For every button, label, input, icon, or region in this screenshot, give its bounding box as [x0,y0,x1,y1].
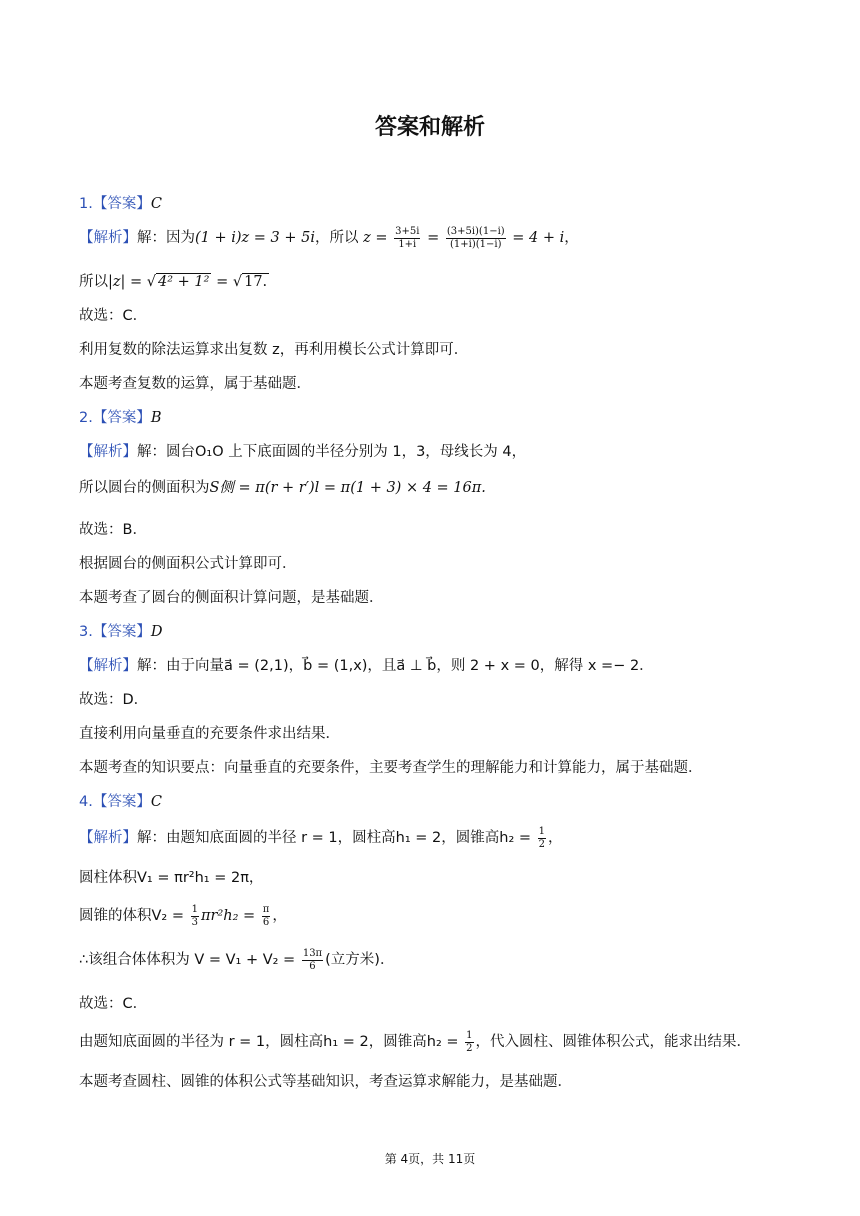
q4-fraction-half: $\frac{1}{2}$ [538,826,546,850]
q1-fraction1: $\frac{3+5i}{1+i}$ [395,226,420,250]
q1-choice: 故选：C． [79,308,148,324]
q1-analysis-line1: 【解析】解：因为(1 + i)z = 3 + 5i，所以 z = $\frac{3+5i}{1+i}$ = $\frac{(3+5i)(1-i)}{(1+i)(1-i)}$ = 4 + i， [79,226,579,250]
q4-choice: 故选：C． [79,996,148,1012]
q1-result: = 4 + i [512,230,565,246]
q2-analysis-line1: 【解析】解：圆台O₁O 上下底面圆的半径分别为 1，3，母线长为 4， [79,444,527,460]
q1-analysis-label: 【解析】 [79,230,137,246]
q1-text: ，所以 [315,230,364,246]
q3-comment: 本题考查的知识要点：向量垂直的充要条件，主要考查学生的理解能力和计算能力，属于基础题． [79,760,703,776]
q3-analysis-label: 【解析】 [79,658,137,674]
q2-method: 根据圆台的侧面积公式计算即可． [79,556,297,572]
q4-fraction-third: $\frac{1}{3}$ [191,904,198,928]
q1-text: 解：因为 [137,230,195,246]
q1-answer-value: C [150,196,162,212]
q3-answer-label: 【答案】 [92,624,151,640]
page-footer: 第 4页，共 11页 [384,1152,476,1166]
q2-comment: 本题考查了圆台的侧面积计算问题，是基础题． [79,590,384,606]
q2-choice: 故选：B． [79,522,147,538]
sqrt-result: √ 17. [232,274,268,290]
q1-fraction2: $\frac{(3+5i)(1-i)}{(1+i)(1-i)}$ [446,226,505,250]
q2-answer-value: B [150,410,162,426]
page-title: 答案和解析 [374,115,485,140]
q3-method: 直接利用向量垂直的充要条件求出结果． [79,726,340,742]
q4-fraction-half-2: $\frac{1}{2}$ [466,1030,473,1054]
q4-total-volume: ∴该组合体体积为 V = V₁ + V₂ = $\frac{13\pi}{6}$ (立方米)． [79,948,395,972]
q1-answer-line [79,192,800,213]
q4-number: 4. [79,794,93,810]
q4-answer-line [79,790,800,811]
q2-answer-label: 【答案】 [92,410,151,426]
q1-answer-label: 【答案】 [92,196,151,212]
q2-number: 2. [79,410,93,426]
q1-modulus: |z| = [108,274,143,290]
q1-method: 利用复数的除法运算求出复数 z，再利用模长公式计算即可． [79,342,469,358]
q3-choice: 故选：D． [79,692,149,708]
q4-cone-volume: 圆锥的体积V₂ = $\frac{1}{3}$ πr²h₂ = $\frac{\pi}{6}$ ， [79,904,287,928]
q4-analysis-line1: 【解析】解：由题知底面圆的半径 r = 1，圆柱高h₁ = 2，圆锥高h₂ = $\frac{1}{2}$ ， [79,826,563,850]
q1-equation: z = [363,230,388,246]
q2-analysis-label: 【解析】 [79,444,137,460]
q1-equation: (1 + i)z = 3 + 5i [195,230,316,246]
q2-analysis-line2: 所以圆台的侧面积为S侧 = π(r + r′)l = π(1 + 3) × 4 = 16π. [79,480,486,496]
sqrt-expression: √ 4² + 1² [146,274,210,290]
q1-comment: 本题考查复数的运算，属于基础题． [79,376,311,392]
q3-answer-line [79,620,800,641]
q1-number: 1. [79,196,93,212]
q4-analysis-label: 【解析】 [79,830,137,846]
q4-answer-label: 【答案】 [92,794,151,810]
q3-analysis-line1: 【解析】解：由于向量a⃗ = (2,1)，b⃗ = (1,x)，且a⃗ ⊥ b⃗，则 2 + x = 0，解得 x =− 2． [79,658,654,674]
q4-answer-value: C [150,794,162,810]
q4-method: 由题知底面圆的半径为 r = 1，圆柱高h₁ = 2，圆锥高h₂ = $\frac{1}{2}$ ，代入圆柱、圆锥体积公式，能求出结果． [79,1030,752,1054]
q4-fraction-13pi-sixth: $\frac{13\pi}{6}$ [302,948,323,972]
q2-answer-line [79,406,800,427]
q1-modulus-line: 所以|z| = √ 4² + 1² = √ 17. [79,274,268,290]
q4-fraction-pi-sixth: $\frac{\pi}{6}$ [262,904,270,928]
q3-number: 3. [79,624,93,640]
q2-area-formula: S侧 = π(r + r′)l = π(1 + 3) × 4 = 16π. [209,480,486,496]
q4-comment: 本题考查圆柱、圆锥的体积公式等基础知识，考查运算求解能力，是基础题． [79,1074,572,1090]
q4-cylinder-volume: 圆柱体积V₁ = πr²h₁ = 2π， [79,870,264,886]
q3-answer-value: D [150,624,163,640]
